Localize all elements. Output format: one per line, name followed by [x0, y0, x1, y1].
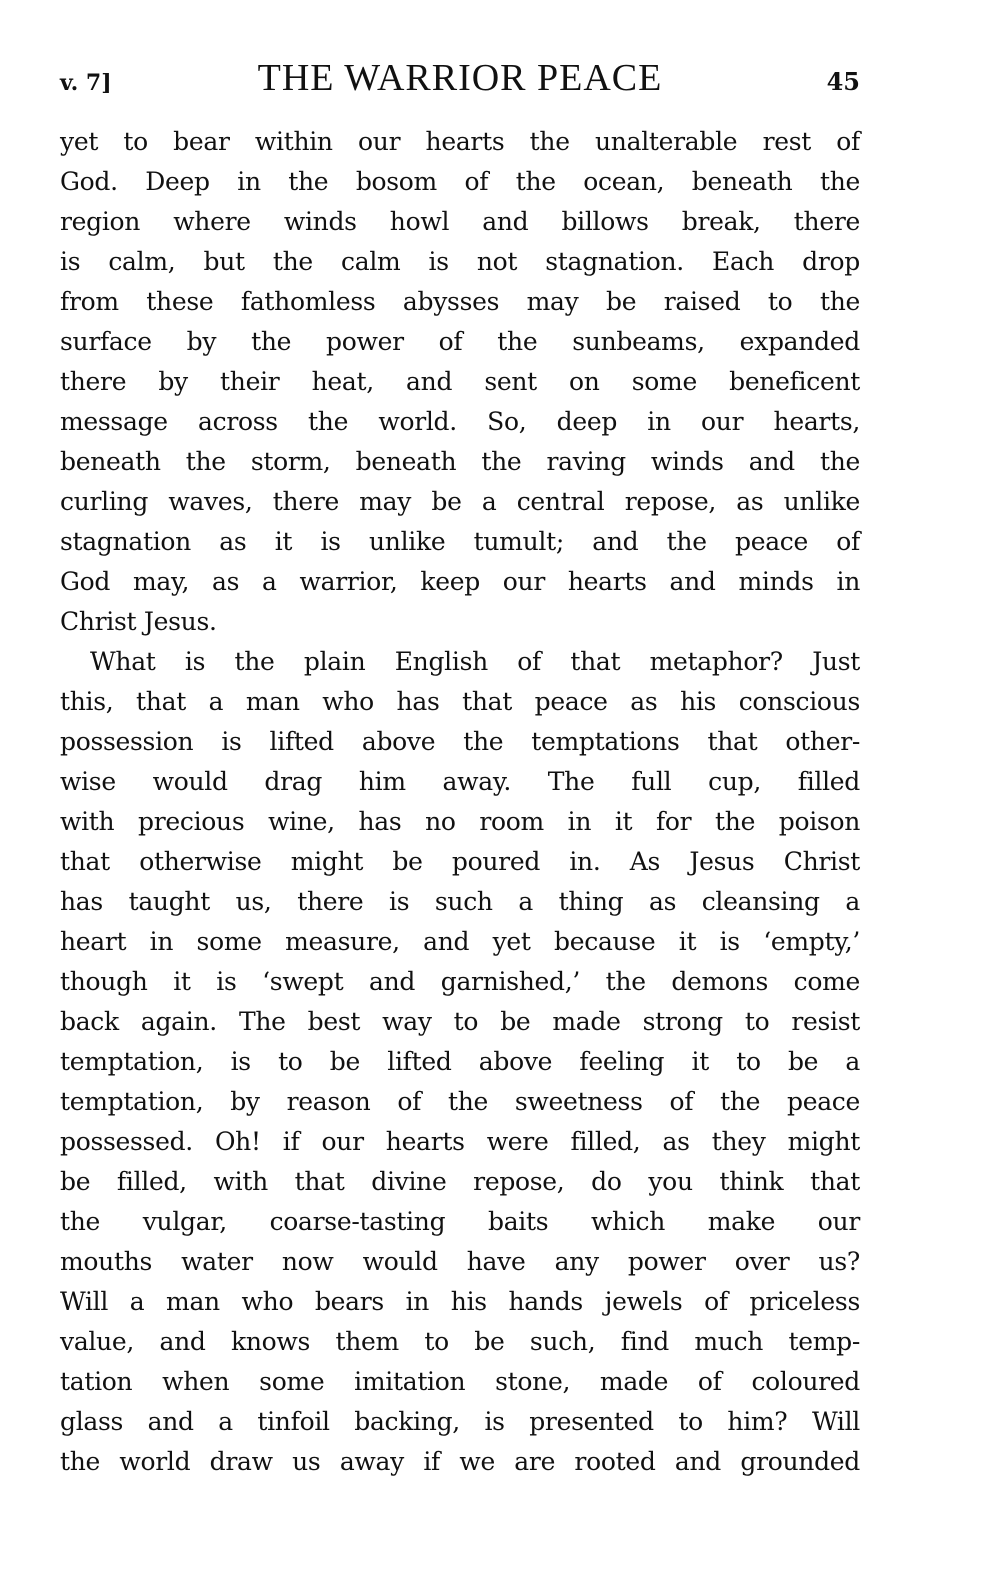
paragraph-1 — [60, 122, 860, 642]
text-line: yet to bear within our hearts the unalterable rest of — [60, 127, 860, 156]
text-line: that otherwise might be poured in. As Jesus Christ — [60, 847, 860, 876]
page-title: THE WARRIOR PEACE — [257, 57, 663, 99]
text-line: tation when some imitation stone, made of coloured — [60, 1367, 860, 1396]
text-line: glass and a tinfoil backing, is presented to him? Will — [60, 1407, 860, 1436]
text-line: this, that a man who has that peace as his conscious — [60, 687, 860, 716]
text-line: temptation, is to be lifted above feeling it to be a — [60, 1047, 860, 1076]
text-line: temptation, by reason of the sweetness of the peace — [60, 1087, 860, 1116]
running-head — [60, 56, 860, 104]
text-line: God. Deep in the bosom of the ocean, beneath the — [60, 167, 860, 196]
text-line: curling waves, there may be a central repose, as unlike — [60, 487, 860, 516]
text-line: the world draw us away if we are rooted and grounded — [60, 1447, 860, 1476]
text-line: Christ Jesus. — [60, 607, 217, 636]
page-number: 45 — [826, 67, 860, 96]
text-line: stagnation as it is unlike tumult; and the peace of — [60, 527, 860, 556]
text-line: the vulgar, coarse-tasting baits which make our — [60, 1207, 860, 1236]
text-line: What is the plain English of that metaphor? Just — [90, 647, 860, 676]
text-line: beneath the storm, beneath the raving winds and the — [60, 447, 860, 476]
text-line: heart in some measure, and yet because it is ‘empty,’ — [60, 927, 860, 956]
text-line: possessed. Oh! if our hearts were filled, as they might — [60, 1127, 860, 1156]
text-line: possession is lifted above the temptations that other- — [60, 727, 860, 756]
text-line: surface by the power of the sunbeams, expanded — [60, 327, 860, 356]
text-line: God may, as a warrior, keep our hearts and minds in — [60, 567, 860, 596]
text-line: there by their heat, and sent on some beneficent — [60, 367, 860, 396]
text-line: though it is ‘swept and garnished,’ the demons come — [60, 967, 860, 996]
book-page — [60, 56, 860, 1482]
text-line: has taught us, there is such a thing as cleansing a — [60, 887, 860, 916]
text-line: be filled, with that divine repose, do you think that — [60, 1167, 860, 1196]
text-line: from these fathomless abysses may be raised to the — [60, 287, 860, 316]
text-line: message across the world. So, deep in our hearts, — [60, 407, 860, 436]
text-line: value, and knows them to be such, find much temp- — [60, 1327, 860, 1356]
text-line: with precious wine, has no room in it for the poison — [60, 807, 860, 836]
text-line: region where winds howl and billows break, there — [60, 207, 860, 236]
text-line: mouths water now would have any power over us? — [60, 1247, 860, 1276]
text-line: Will a man who bears in his hands jewels of priceless — [60, 1287, 860, 1316]
paragraph-2 — [60, 642, 860, 1482]
verse-reference: v. 7] — [60, 70, 112, 96]
text-line: is calm, but the calm is not stagnation. Each drop — [60, 247, 860, 276]
text-line: back again. The best way to be made strong to resist — [60, 1007, 860, 1036]
text-line: wise would drag him away. The full cup, filled — [60, 767, 860, 796]
